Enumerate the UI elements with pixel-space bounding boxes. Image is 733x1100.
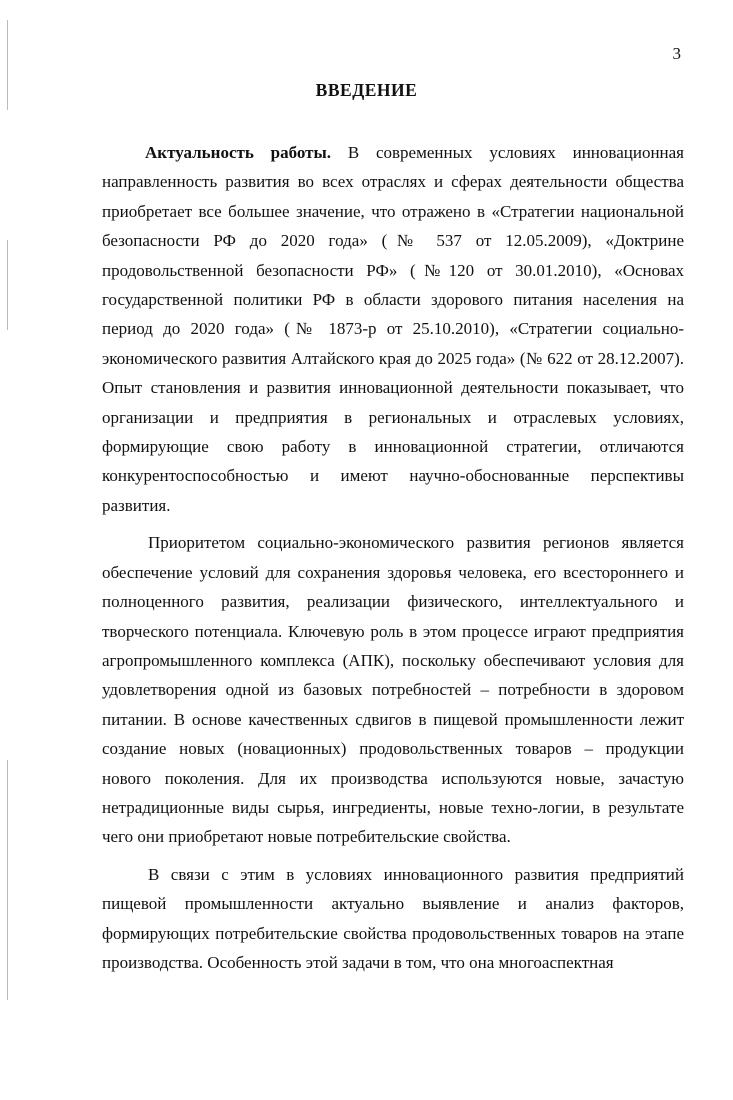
paragraph-text: Приоритетом социально-экономического развития регионов является обеспечение условий для сохранения здоровья человека, его всестороннего и полноценного развития, реализации физического, интеллектуального и творческого потенциала. Ключевую роль в этом процессе играют предприятия агропромышленного комплекса (АПК), поскольку обеспечивают условия для удовлетворения одной из базовых потребностей – потребности в здоровом питании. В основе качественных сдвигов в пищевой промышленности лежит создание новых (новационных) продовольственных товаров – продукции нового поколения. Для их производства используются новые, зачастую нетрадиционные виды сырья, ингредиенты, новые техно-логии, в результате чего они приобретают новые потребительские свойства. <box>102 533 684 847</box>
page-title: ВВЕДЕНИЕ <box>315 80 418 100</box>
paragraph-lead: Актуальность работы. <box>145 143 332 162</box>
paragraph-text: В современных условиях инновационная направленность развития во всех отраслях и сферах деятельности общества приобретает все большее значение, что отражено в «Стратегии национальной безопасности РФ до 2020 года» (№ 537 от 12.05.2009), «Доктрине продовольственной безопасности РФ» (№120 от 30.01.2010), «Основах государственной политики РФ в области здорового питания населения на период до 2020 года» (№ 1873-р от 25.10.2010), «Стратегии социально-экономического развития Алтайского края до 2025 года» (№ 622 от 28.12.2007). Опыт становления и развития инновационной деятельности показывает, что организации и предприятия в региональных и отраслевых условиях, формирующие свою работу в инновационной стратегии, отличаются конкурентоспособностью и имеют научно-обоснованные перспективы развития. <box>102 143 685 515</box>
paragraph-text: В связи с этим в условиях инновационного развития предприятий пищевой промышленности актуально выявление и анализ факторов, формирующих потребительские свойства продовольственных товаров на этапе производства. Особенность этой задачи в том, что она многоаспектная <box>102 864 684 972</box>
paragraph-context <box>102 860 684 978</box>
paragraph-priority <box>102 528 684 851</box>
scan-edge-mark <box>7 760 8 1000</box>
paragraph-relevance <box>102 138 684 520</box>
page-number: 3 <box>672 44 681 63</box>
scan-edge-mark <box>7 240 8 330</box>
body-text <box>102 138 684 985</box>
